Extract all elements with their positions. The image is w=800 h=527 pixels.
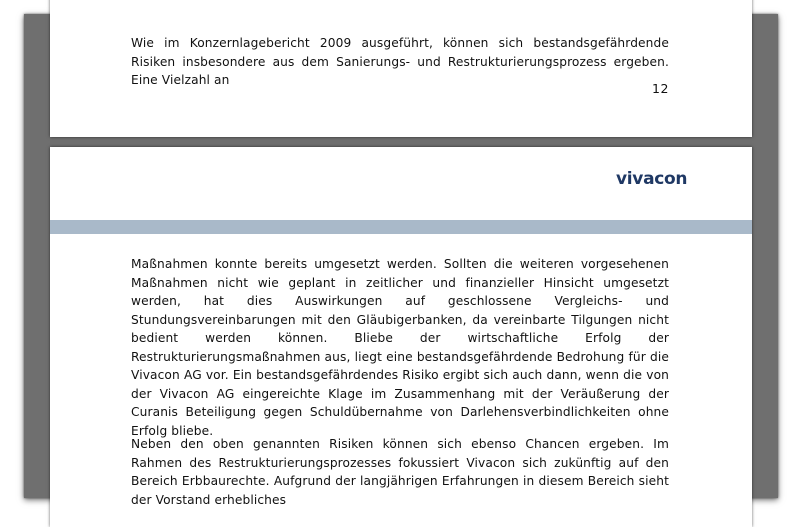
vivacon-logo: vivacon bbox=[616, 169, 688, 189]
document-page-previous bbox=[50, 0, 752, 137]
header-band bbox=[50, 220, 752, 234]
page-text-paragraph: Maßnahmen konnte bereits umgesetzt werden. Sollten die weiteren vorgesehenen Maßnahmen nicht wie geplant in zeitlicher und finanzieller Hinsicht umgesetzt werden, hat dies Auswirkungen auf geschlossene Vergleichs- und Stundungsvereinbarungen mit den Gläubigerbanken, da vereinbarte Tilgungen nicht bedient werden können. Bliebe der wirtschaftliche Erfolg der Restrukturierungsmaßnahmen aus, liegt eine bestandsgefährdende Bedrohung für die Vivacon AG vor. Ein bestandsgefährdendes Risiko ergibt sich auch dann, wenn die von der Vivacon AG eingereichte Klage im Zusammenhang mit der Veräußerung der Curanis Beteiligung gegen Schuldübernahme von Darlehensverbindlichkeiten ohne Erfolg bliebe. bbox=[131, 257, 669, 438]
page-number: 12 bbox=[652, 81, 669, 96]
document-page-current bbox=[50, 147, 752, 527]
page-text-paragraph: Neben den oben genannten Risiken können sich ebenso Chancen ergeben. Im Rahmen des Restrukturierungsprozesses fokussiert Vivacon sich zukünftig auf den Bereich Erbbaurechte. Aufgrund der langjährigen Erfahrungen in diesem Bereich sieht der Vorstand erhebliches bbox=[131, 437, 669, 507]
page-text-paragraph: Wie im Konzernlagebericht 2009 ausgeführt, können sich bestandsgefährdende Risiken insbesondere aus dem Sanierungs- und Restrukturierungsprozess ergeben. Eine Vielzahl an bbox=[131, 36, 669, 87]
document-viewer[interactable] bbox=[24, 14, 778, 507]
